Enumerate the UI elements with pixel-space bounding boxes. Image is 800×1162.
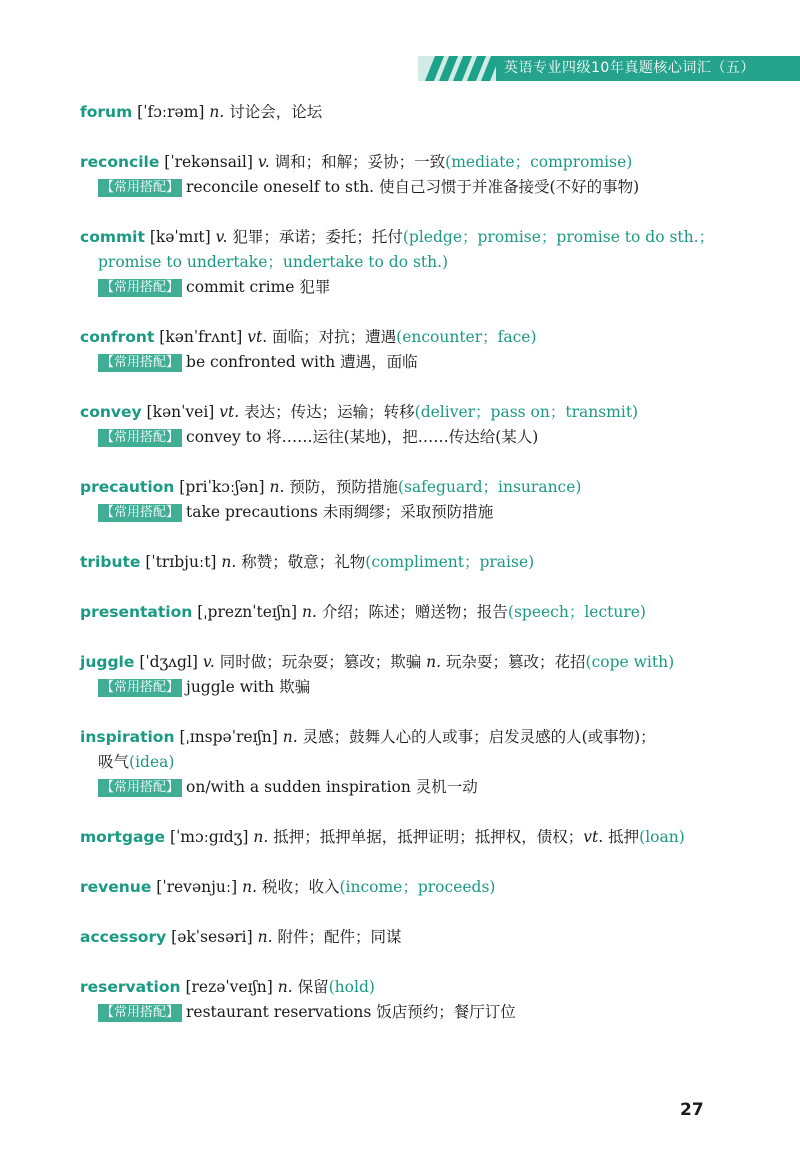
phonetic: [priˈkɔːʃən] [179,478,265,496]
entry-revenue [80,875,780,900]
headword: mortgage [80,828,166,846]
synonyms: (mediate；compromise) [445,153,633,171]
phonetic: [ˈdʒʌgl] [139,653,198,671]
meaning: 灵感；鼓舞人心的人或事；启发灵感的人(或事物)； [302,728,656,746]
part-of-speech: n. [242,878,258,896]
collocation: take precautions 未雨绸缪；采取预防措施 [186,503,494,521]
part-of-speech: n. [253,828,269,846]
collocation-tag: 【常用搭配】 [98,279,182,297]
synonyms: (deliver；pass on；transmit) [414,403,639,421]
phonetic: [ˌpreznˈteɪʃn] [197,603,298,621]
entry-commit [80,225,780,300]
entry-convey [80,400,780,450]
entry-confront [80,325,780,375]
part-of-speech: vt. [247,328,268,346]
entry-reservation [80,975,780,1025]
headword: juggle [80,653,135,671]
collocation-tag: 【常用搭配】 [98,354,182,372]
part-of-speech: n. [269,478,285,496]
phonetic: [ˈtrɪbjuːt] [145,553,217,571]
synonyms: (cope with) [585,653,675,671]
meaning: 预防，预防措施 [289,478,398,496]
meaning-2: 玩杂耍；篡改；花招 [446,653,586,671]
phonetic: [ˈmɔːgɪdʒ] [169,828,249,846]
collocation: commit crime 犯罪 [186,278,331,296]
phonetic: [rezəˈveɪʃn] [185,978,273,996]
headword: precaution [80,478,175,496]
phonetic: [ˌɪnspəˈreɪʃn] [179,728,278,746]
entry-reconcile [80,150,780,200]
headword: reconcile [80,153,160,171]
collocation: be confronted with 遭遇，面临 [186,353,418,371]
collocation: on/with a sudden inspiration 灵机一动 [186,778,478,796]
part-of-speech: n. [221,553,237,571]
headword: revenue [80,878,152,896]
entry-accessory [80,925,780,950]
synonyms: (hold) [328,978,375,996]
collocation-tag: 【常用搭配】 [98,179,182,197]
part-of-speech: n. [282,728,298,746]
headword: tribute [80,553,141,571]
part-of-speech: v. [257,153,270,171]
synonyms: (encounter；face) [396,328,537,346]
meaning: 介绍；陈述；赠送物；报告 [321,603,508,621]
entry-inspiration [80,725,780,800]
part-of-speech-2: n. [426,653,442,671]
entry-mortgage [80,825,780,850]
entry-forum [80,100,780,125]
entry-juggle [80,650,780,700]
page-number: 27 [680,1100,704,1120]
synonyms: (loan) [639,828,685,846]
collocation-tag: 【常用搭配】 [98,1004,182,1022]
meaning: 抵押；抵押单据，抵押证明；抵押权，债权； [273,828,584,846]
phonetic: [əkˈsesəri] [171,928,253,946]
collocation-tag: 【常用搭配】 [98,679,182,697]
part-of-speech: n. [257,928,273,946]
meaning: 调和；和解；妥协；一致 [274,153,446,171]
synonyms: (compliment；praise) [365,553,535,571]
header-title: 英语专业四级10年真题核心词汇（五） [496,56,800,81]
headword: forum [80,103,133,121]
collocation: convey to 将……运往(某地)，把……传达给(某人) [186,428,539,446]
entry-tribute [80,550,780,575]
headword: convey [80,403,142,421]
synonyms: (idea) [129,753,175,771]
collocation-tag: 【常用搭配】 [98,429,182,447]
synonyms: (speech；lecture) [507,603,646,621]
meaning-2: 抵押 [608,828,640,846]
meaning: 附件；配件；同谋 [277,928,402,946]
synonyms: (income；proceeds) [339,878,496,896]
collocation: restaurant reservations 饭店预约；餐厅订位 [186,1003,516,1021]
meaning-continued: 吸气 [98,753,130,771]
synonyms-continued: promise to undertake；undertake to do sth.) [98,253,449,271]
part-of-speech: n. [209,103,225,121]
headword: commit [80,228,145,246]
phonetic: [kənˈfrʌnt] [159,328,243,346]
meaning: 同时做；玩杂耍；篡改；欺骗 [219,653,422,671]
meaning: 表达；传达；运输；转移 [244,403,415,421]
phonetic: [ˈrevənjuː] [156,878,238,896]
entry-presentation [80,600,780,625]
phonetic: [kəˈmɪt] [149,228,211,246]
part-of-speech: n. [277,978,293,996]
part-of-speech: v. [202,653,215,671]
phonetic: [ˈrekənsail] [164,153,253,171]
headword: confront [80,328,155,346]
synonyms: (safeguard；insurance) [397,478,582,496]
phonetic: [kənˈvei] [146,403,215,421]
meaning: 税收；收入 [261,878,340,896]
meaning: 讨论会，论坛 [229,103,323,121]
headword: reservation [80,978,181,996]
part-of-speech: v. [215,228,228,246]
part-of-speech: vt. [219,403,240,421]
meaning: 犯罪；承诺；委托；托付 [232,228,403,246]
meaning: 保留 [297,978,329,996]
headword: inspiration [80,728,175,746]
headword: presentation [80,603,193,621]
phonetic: [ˈfɔːrəm] [137,103,205,121]
header-stripes-decoration [424,56,504,81]
running-header [418,56,800,81]
entry-precaution [80,475,780,525]
collocation-tag: 【常用搭配】 [98,779,182,797]
collocation-tag: 【常用搭配】 [98,504,182,522]
part-of-speech: n. [302,603,317,621]
part-of-speech-2: vt. [583,828,604,846]
collocation: reconcile oneself to sth. 使自己习惯于并准备接受(不好的事物) [186,178,640,196]
synonyms: (pledge；promise；promise to do sth.； [402,228,715,246]
headword: accessory [80,928,167,946]
meaning: 称赞；敬意；礼物 [241,553,366,571]
collocation: juggle with 欺骗 [186,678,311,696]
meaning: 面临；对抗；遭遇 [272,328,397,346]
